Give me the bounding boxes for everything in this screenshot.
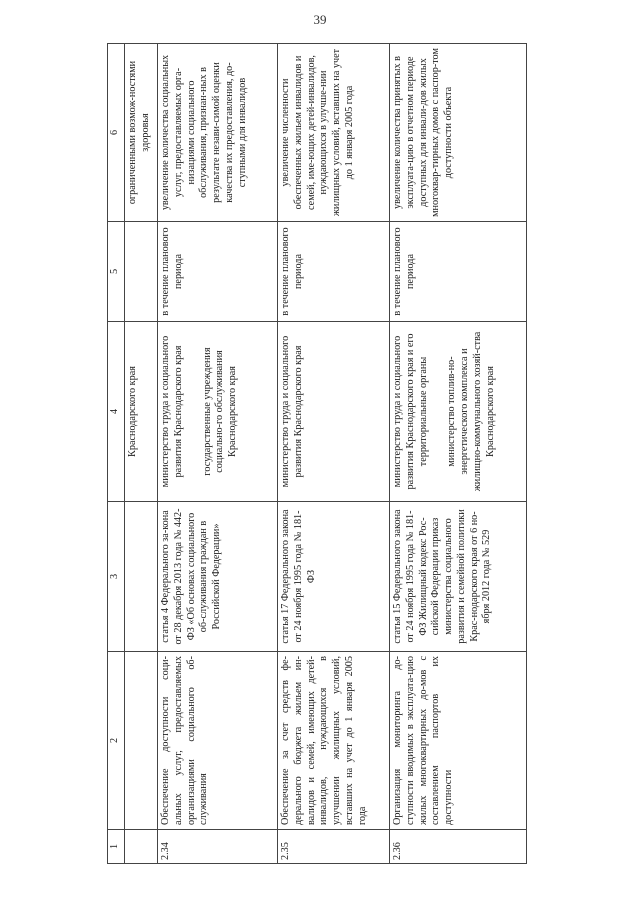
cell-executor [390,322,527,502]
cell-measure: Обеспечение за счет средств фе-дерального бюджета жильем ин-валидов и семей, имеющих детей-инвалидов, нуждающихся в улучшении жилищных условий, вставших на учет до 1 января 2005 года [278,652,390,830]
cell-result: ограниченными возмож-ностями здоровья [125,44,158,222]
header-col-1: 1 [108,830,125,864]
cell [125,652,158,830]
page-number: 39 [313,12,327,27]
header-col-4: 4 [108,322,125,502]
cell-legal-basis: статья 4 Федерального за-кона от 28 декабря 2013 года № 442-ФЗ «Об основах социального об-служивания граждан в Российской Федерации» [158,502,278,652]
cell-result: увеличение количества социальных услуг, предоставляемых орга-низациями социального обслуживания, признан-ных в результате незави-симой оценки качества их предоставления, до-ступными для инвалидов [158,44,278,222]
cell-number: 2.35 [278,830,390,864]
cell-term: в течение планового периода [390,222,527,322]
cell-measure: Организация мониторинга до-ступности вводимых в эксплуата-цию жилых многоквартирных до-мов с составлением паспортов их доступности [390,652,527,830]
cell [125,830,158,864]
header-col-6: 6 [108,44,125,222]
cell-number: 2.34 [158,830,278,864]
cell-legal-basis: статья 15 Федерального закона от 24 ноября 1995 года № 181-ФЗ Жилищный кодекс Рос-сийской Федерации приказ министерства социального развития и семейной политики Крас-нодарского края от 6 но-ября 2012 года № 529 [390,502,527,652]
cell-number: 2.36 [390,830,527,864]
executor-main: министерство труда и социального развития Краснодарского края [280,335,304,488]
header-col-2: 2 [108,652,125,830]
cell-executor: Краснодарского края [125,322,158,502]
cell-executor [278,322,390,502]
continuation-row [125,44,158,864]
table-row [390,44,527,864]
cell-legal-basis: статья 17 Федерального закона от 24 ноября 1995 года № 181-ФЗ [278,502,390,652]
header-col-5: 5 [108,222,125,322]
cell-term: в течение планового периода [158,222,278,322]
executor-main: министерство труда и социального развития Краснодарского края [160,335,184,488]
cell [125,222,158,322]
executor-extra: государственные учреждения социально-го обслуживания Краснодарского края [201,347,238,476]
executor-main: министерство труда и социального развития Краснодарского края и его территориальные органы [392,333,429,490]
rotated-table-container [107,44,527,864]
executor-extra: министерство топлив-но-энергетического комплекса и жилищно-коммунального хозяй-ства Краснодарского края [446,331,496,492]
header-col-3: 3 [108,502,125,652]
table-row [158,44,278,864]
table-row [278,44,390,864]
cell-result: увеличение количества принятых в эксплуата-цию в отчетном периоде доступных для инвали-дов жилых многоквар-тирных домов с паспор-том доступности объекта [390,44,527,222]
measures-table [107,43,527,864]
header-row [108,44,125,864]
cell-measure: Обеспечение доступности соци-альных услуг, предоставляемых организациями социального об-служивания [158,652,278,830]
cell-term: в течение планового периода [278,222,390,322]
cell-executor [158,322,278,502]
cell-result: увеличение численности обеспеченных жильем инвалидов и семей, име-ющих детей-инвалидов, нуждающихся в улучше-нии жилищных условий, вставших на учет до 1 января 2005 года [278,44,390,222]
cell [125,502,158,652]
